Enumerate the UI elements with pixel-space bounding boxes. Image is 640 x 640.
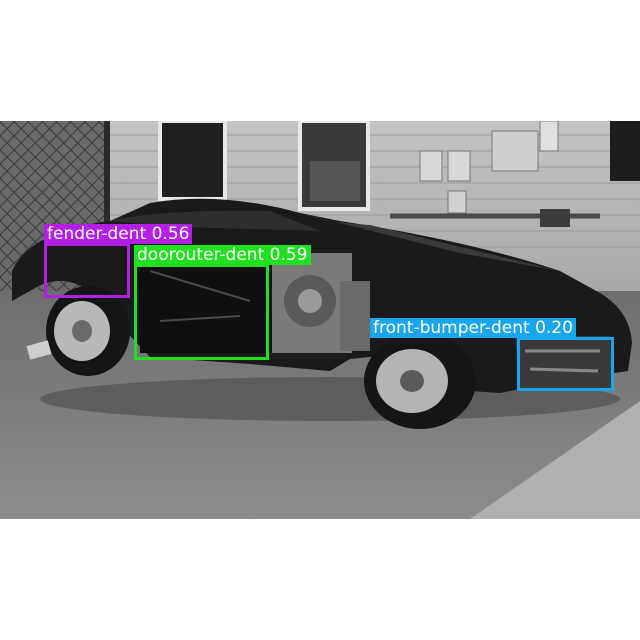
front-bumper-dent-label: front-bumper-dent 0.20 xyxy=(370,318,576,338)
front-bumper-dent-bounding-box xyxy=(517,337,614,391)
doorouter-dent-bounding-box xyxy=(134,264,269,360)
front-wheel xyxy=(364,333,476,429)
rear-wheel xyxy=(46,286,130,376)
window-left xyxy=(160,121,225,199)
fender-dent-label: fender-dent 0.56 xyxy=(44,224,192,244)
doorouter-dent-label: doorouter-dent 0.59 xyxy=(134,245,311,265)
fender-dent-bounding-box xyxy=(44,243,130,298)
doorway-right xyxy=(610,121,640,181)
